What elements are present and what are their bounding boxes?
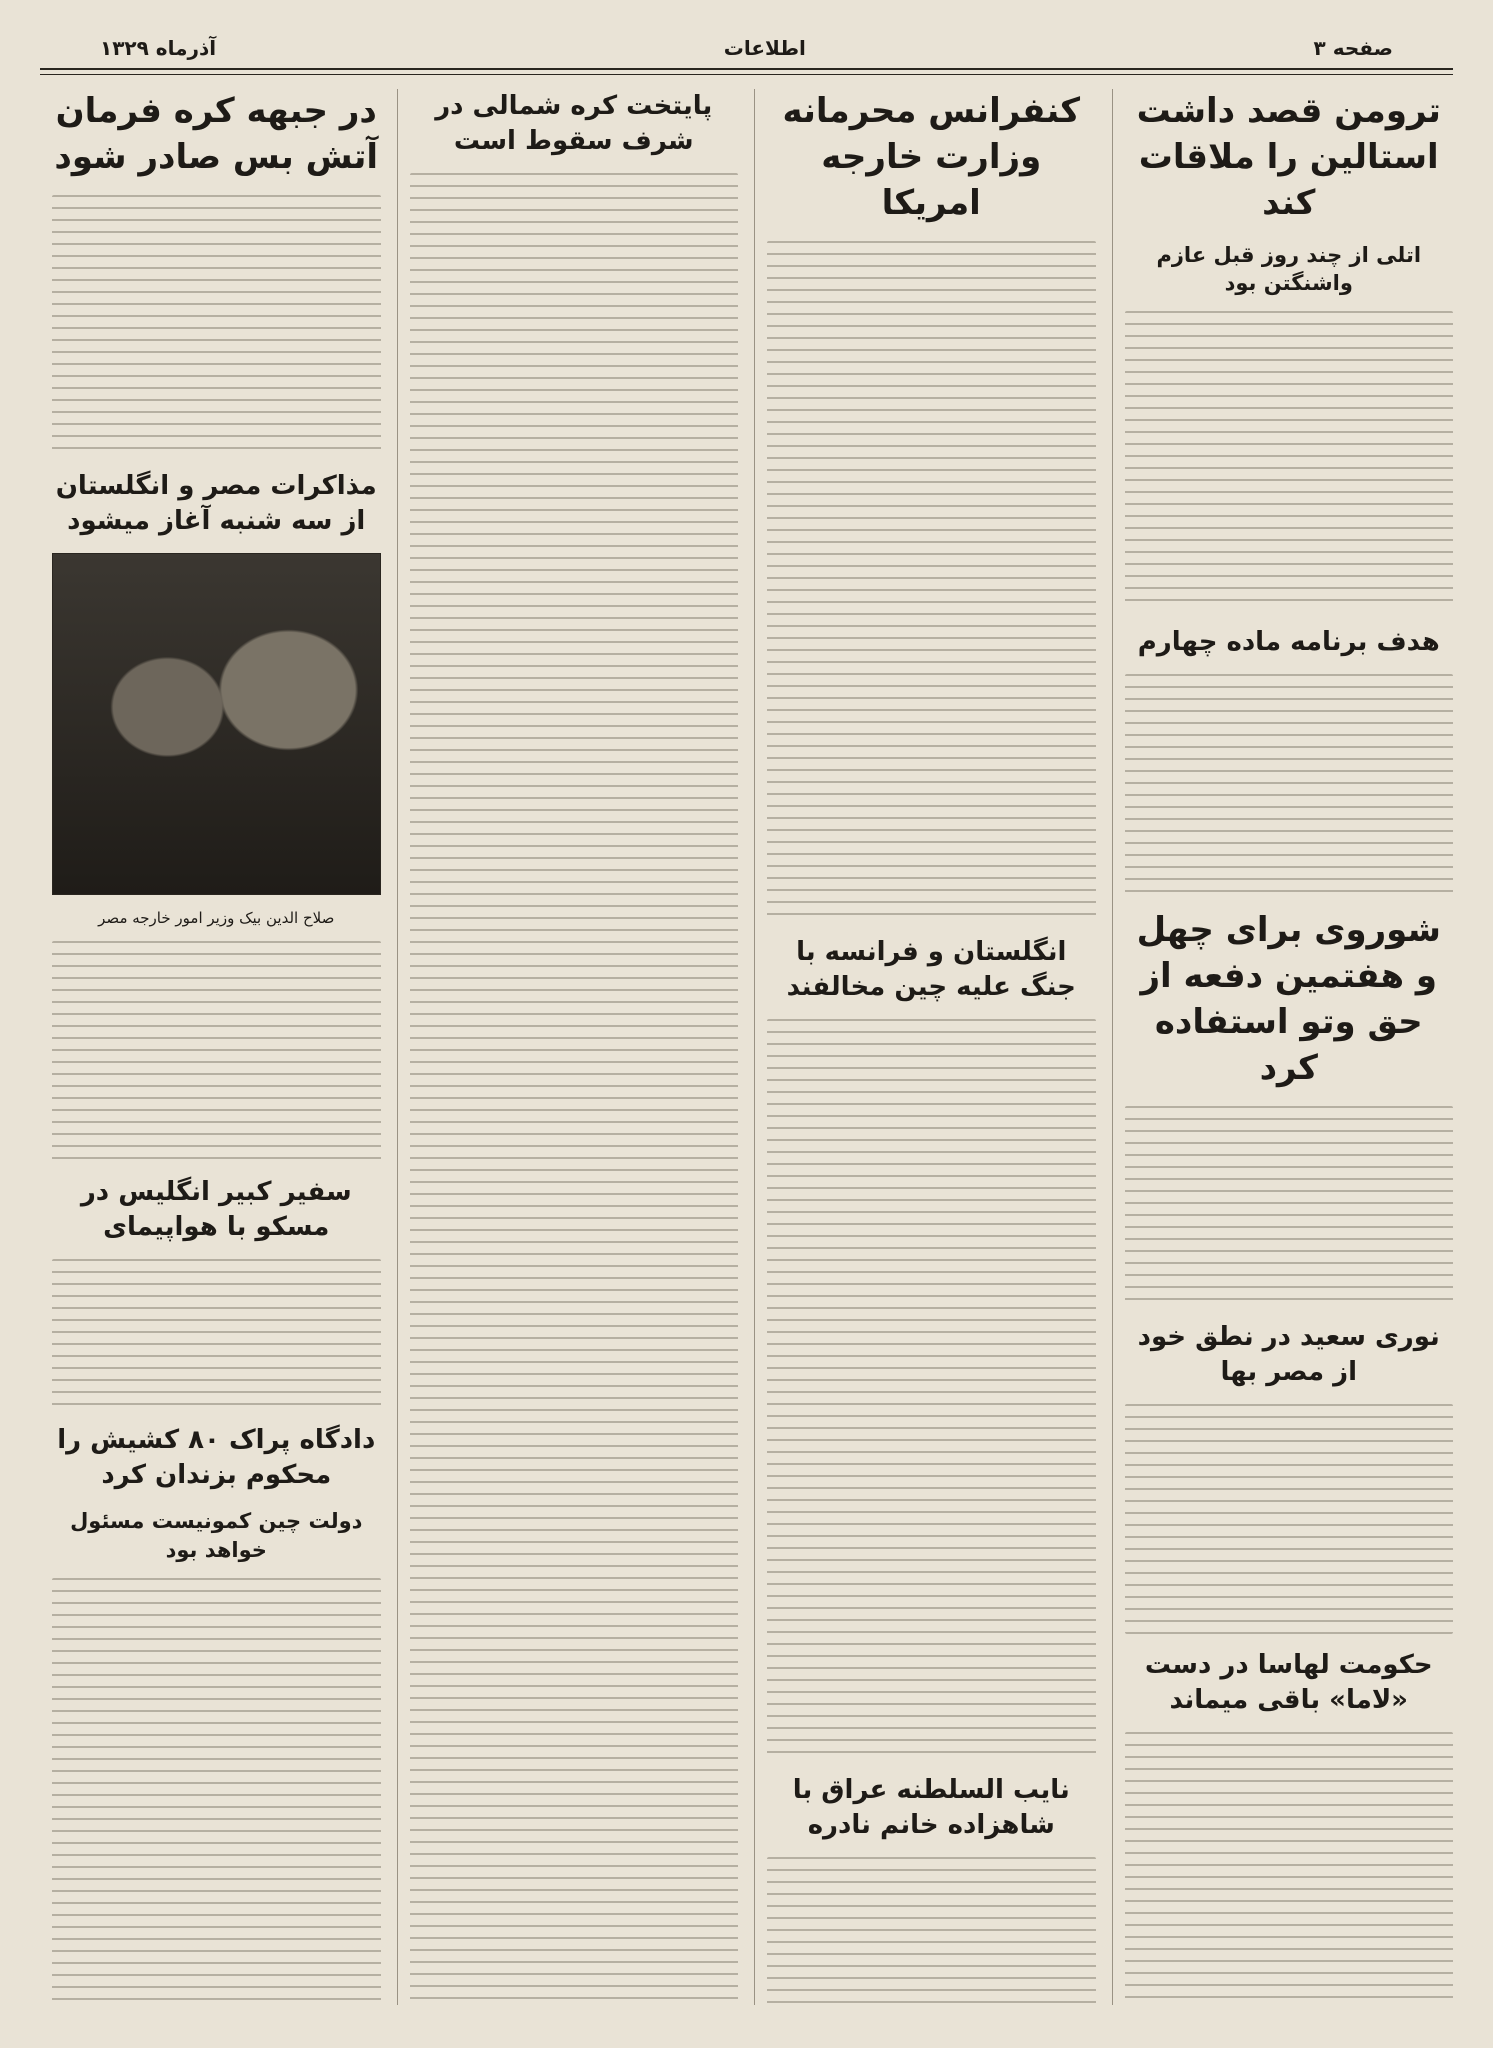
headline-ceasefire: در جبهه کره فرمان آتش بس صادر شود <box>54 91 379 177</box>
headline-prague: دادگاه پراک ۸۰ کشیش را محکوم بزندان کرد <box>57 1425 376 1491</box>
headline-truman: ترومن قصد داشت استالین را ملاقات کند <box>1136 91 1441 223</box>
headline-moscow: سفیر کبیر انگلیس در مسکو با هواپیمای <box>80 1176 352 1243</box>
masthead <box>40 24 1453 68</box>
headline-korea: پایتخت کره شمالی در شرف سقوط است <box>435 91 713 157</box>
article-placeholder <box>52 941 381 1161</box>
headline-nuri: نوری سعید در نطق خود از مصر بها <box>1137 1322 1440 1388</box>
article-placeholder <box>767 241 1096 921</box>
article-placeholder <box>1125 1732 1454 2005</box>
paper-name: اطلاعات <box>723 36 806 60</box>
article-placeholder <box>1125 674 1454 894</box>
article-placeholder <box>410 173 739 2005</box>
headline-iraq: نایب السلطنه عراق با شاهزاده خانم نادره <box>792 1774 1070 1840</box>
column-4 <box>40 89 381 2005</box>
headline-china-gov: دولت چین کمونیست مسئول خواهد بود <box>70 1509 363 1562</box>
headline-veto: شوروی برای چهل و هفتمین دفعه از حق وتو استفاده کرد <box>1136 910 1441 1089</box>
page-body <box>40 75 1453 2005</box>
headline-britain-france: انگلستان و فرانسه با جنگ علیه چین مخالفند <box>786 936 1076 1002</box>
article-placeholder <box>1125 311 1454 611</box>
masthead-rule <box>40 68 1453 75</box>
column-3 <box>397 89 739 2005</box>
article-placeholder <box>52 195 381 455</box>
column-2 <box>754 89 1096 2005</box>
article-placeholder <box>52 1259 381 1409</box>
headline-attlee: اتلی از چند روز قبل عازم واشنگتن بود <box>1156 242 1422 296</box>
article-placeholder <box>1125 1106 1454 1306</box>
headline-egypt: مذاکرات مصر و انگلستان از سه شنبه آغاز میشود <box>55 470 377 536</box>
article-placeholder <box>52 1578 381 2005</box>
column-1 <box>1112 89 1454 2005</box>
photo-caption: صلاح الدین بیک وزیر امور خارجه مصر <box>98 908 335 927</box>
headline-conference: کنفرانس محرمانه وزارت خارجه امریکا <box>782 91 1080 223</box>
article-placeholder <box>767 1857 1096 2005</box>
issue-date: آذرماه ۱۳۲۹ <box>100 36 217 60</box>
news-photo <box>52 553 381 895</box>
page-number: صفحه ۳ <box>1313 36 1393 60</box>
headline-lhasa: حکومت لهاسا در دست «لاما» باقی میماند <box>1144 1650 1433 1716</box>
headline-article4: هدف برنامه ماده چهارم <box>1137 627 1440 658</box>
article-placeholder <box>1125 1404 1454 1634</box>
article-placeholder <box>767 1019 1096 1759</box>
